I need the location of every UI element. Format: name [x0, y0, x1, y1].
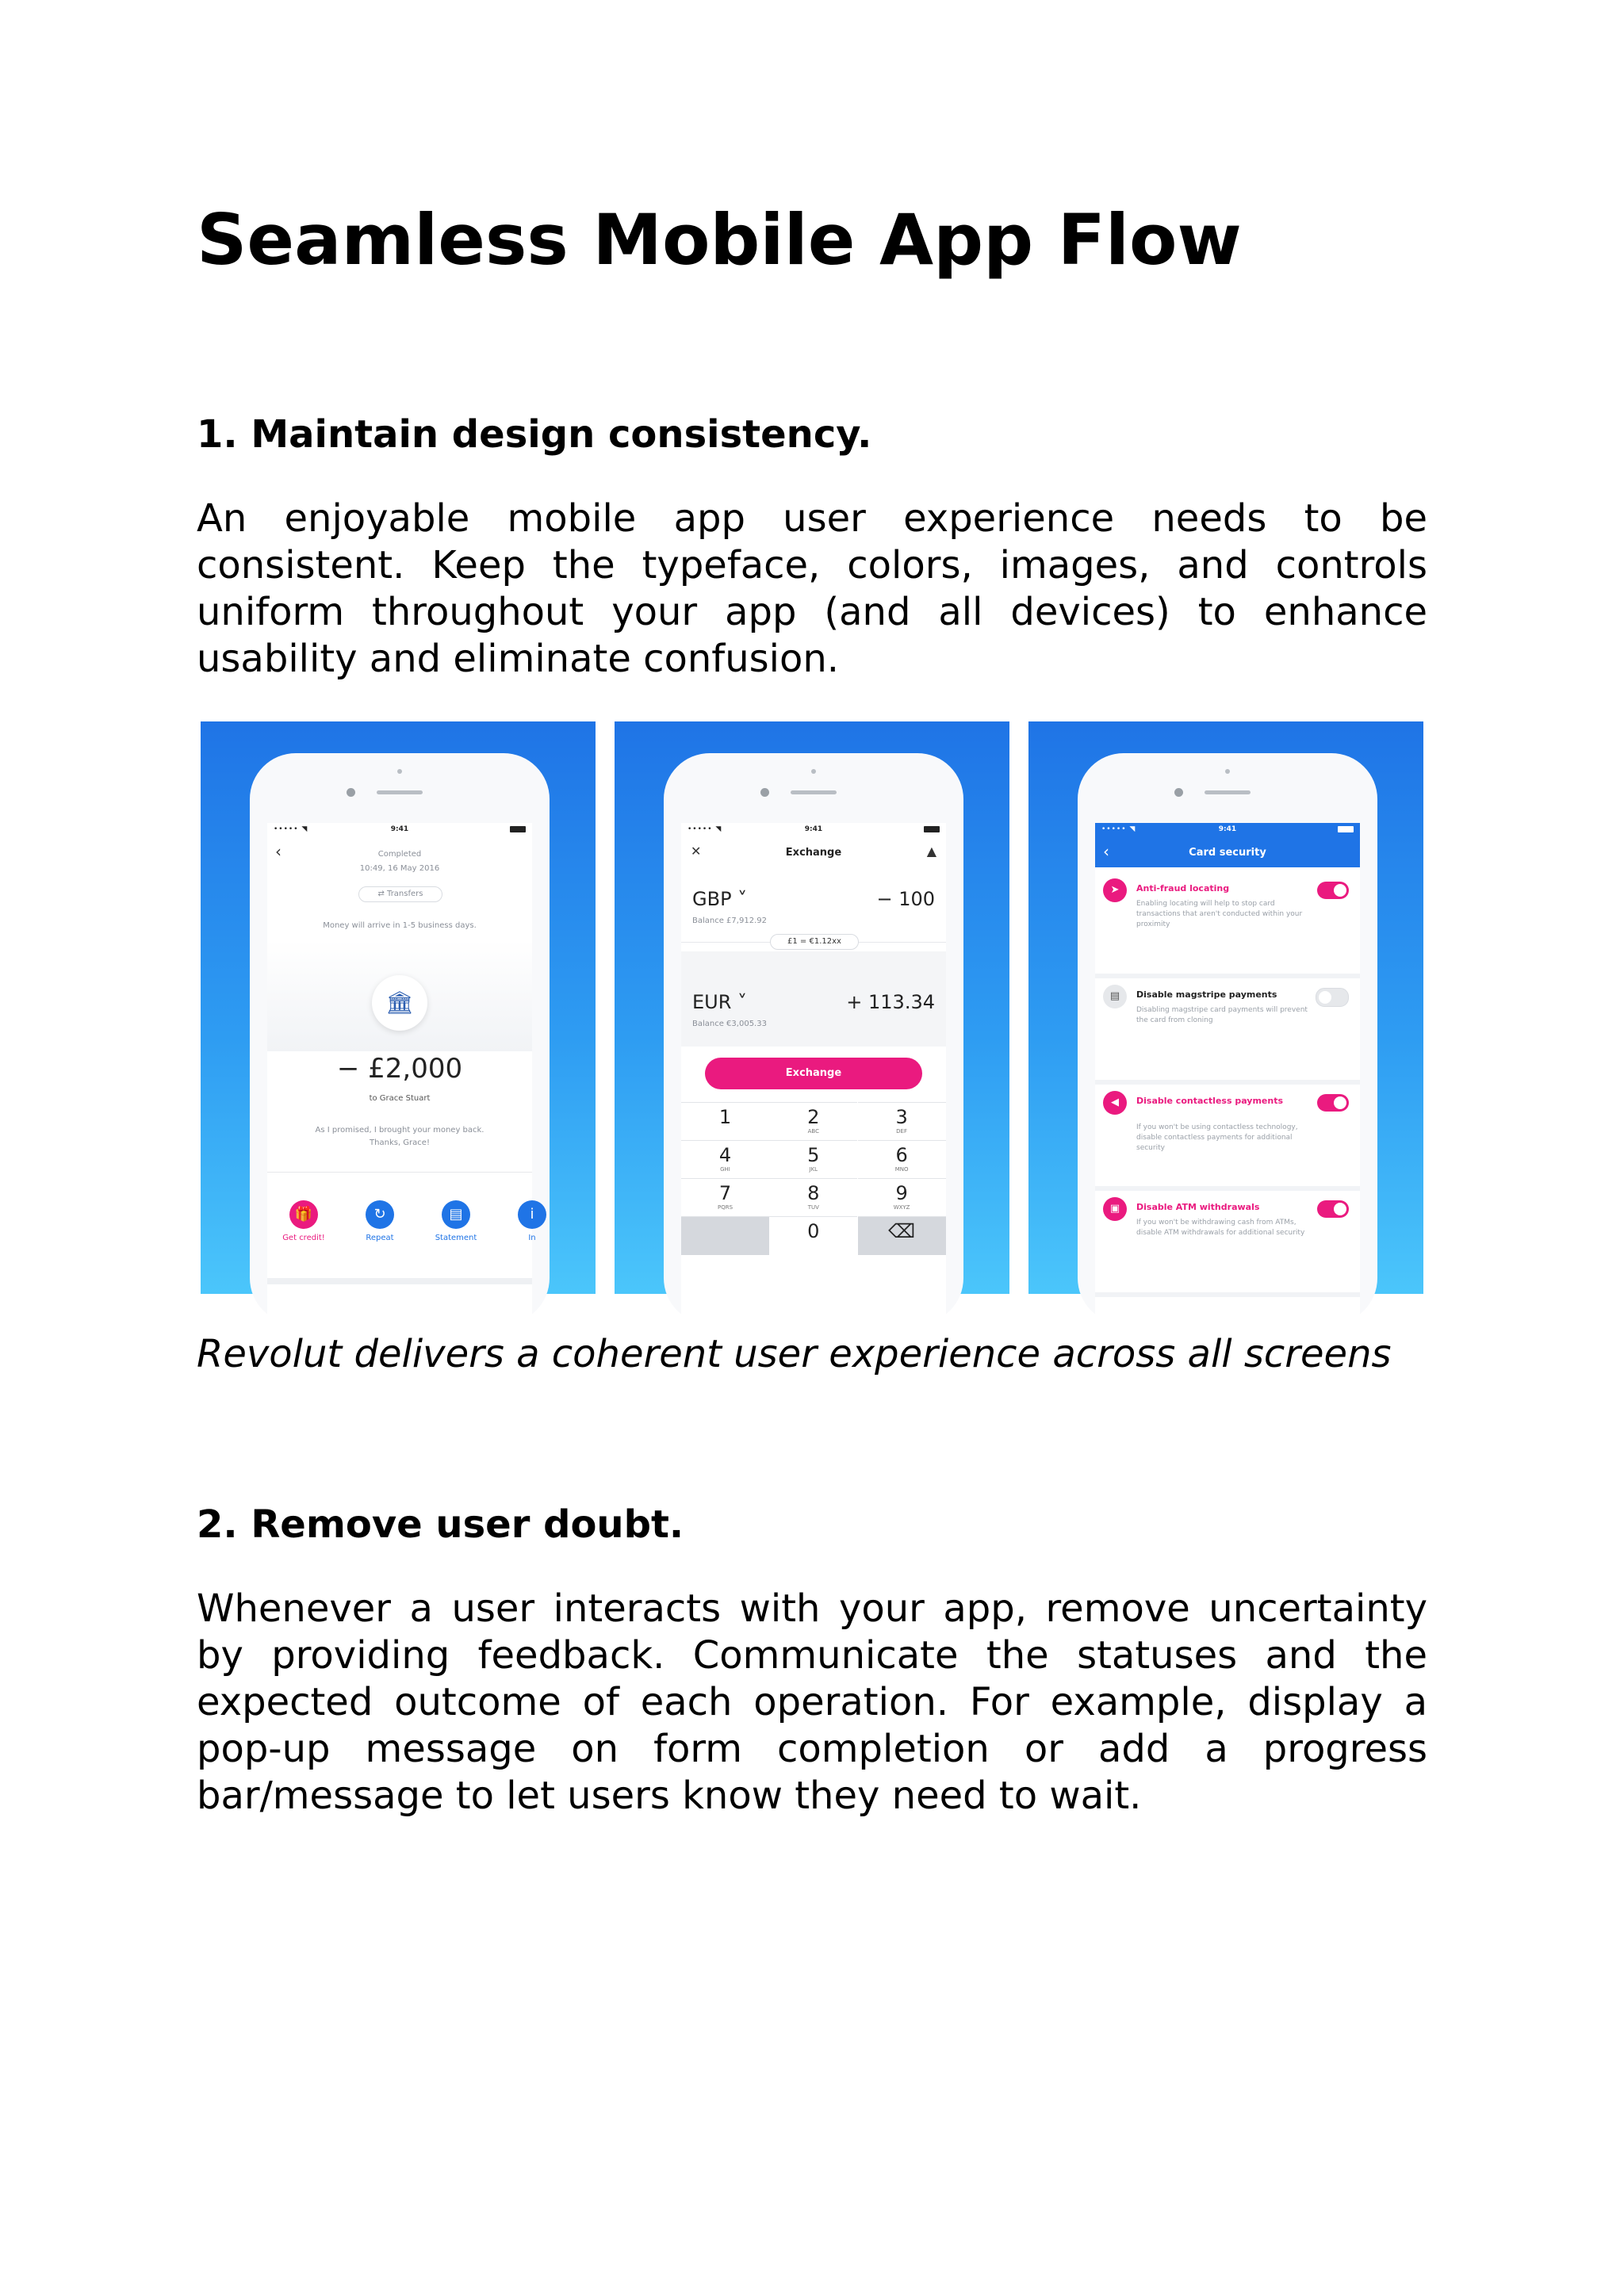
- card-security-screen: [1095, 823, 1360, 1330]
- status-time: 9:41: [1218, 825, 1237, 833]
- key-letters: TUV: [807, 1204, 819, 1211]
- keypad-key[interactable]: [769, 1178, 857, 1217]
- transfer-screen: [267, 823, 536, 1330]
- repeat-icon: ↻: [373, 1206, 386, 1223]
- info-icon: i: [530, 1206, 534, 1223]
- keypad-key[interactable]: [681, 1216, 769, 1255]
- key-number: 8: [807, 1182, 820, 1204]
- exchange-title: Exchange: [785, 847, 842, 859]
- keypad-key[interactable]: [681, 1102, 769, 1141]
- location-icon: ➤: [1103, 878, 1127, 902]
- status-time: 9:41: [390, 825, 409, 833]
- phone-speaker: [377, 790, 423, 794]
- to-currency[interactable]: EUR ˅: [692, 991, 748, 1013]
- divider: [1095, 1186, 1360, 1191]
- from-amount-input[interactable]: − 100: [876, 888, 935, 910]
- toggle-switch[interactable]: [1317, 1200, 1349, 1218]
- exchange-screen: [681, 823, 946, 1330]
- key-number: 5: [807, 1144, 820, 1166]
- status-time: 9:41: [804, 825, 823, 833]
- keypad-key[interactable]: [858, 1178, 946, 1217]
- section-1-body: An enjoyable mobile app user experience needs to be consistent. Keep the typeface, colors, images, and controls uniform throughout your app (and all devices) to enhance usability and eliminate confusion.: [197, 496, 1427, 681]
- exchange-rate: £1 = €1.12xx: [770, 934, 859, 950]
- signal-icon: ••••• ◥: [274, 825, 308, 833]
- close-icon[interactable]: ✕: [691, 844, 702, 859]
- battery-icon: [510, 826, 526, 832]
- page-title: Seamless Mobile App Flow: [197, 199, 1242, 281]
- get-credit-button[interactable]: [289, 1200, 318, 1229]
- image-caption: Revolut delivers a coherent user experience across all screens: [197, 1332, 1392, 1376]
- recipient: to Grace Stuart: [369, 1094, 431, 1103]
- security-item: [1095, 1197, 1360, 1297]
- toggle-switch[interactable]: [1316, 988, 1349, 1007]
- key-number: 6: [895, 1144, 908, 1166]
- phone-frame: [250, 753, 550, 1324]
- key-letters: DEF: [896, 1128, 908, 1135]
- keypad-key[interactable]: [769, 1140, 857, 1179]
- info-label: In: [528, 1234, 536, 1242]
- info-button[interactable]: [518, 1200, 546, 1229]
- keypad-key[interactable]: [769, 1216, 857, 1255]
- keypad-key[interactable]: [858, 1140, 946, 1179]
- exchange-button[interactable]: Exchange: [705, 1058, 922, 1089]
- phone-camera: [1174, 788, 1183, 797]
- security-item-description: If you won't be using contactless technology, disable contactless payments for additional security: [1136, 1123, 1298, 1152]
- phone-speaker: [1205, 790, 1251, 794]
- screenshot-exchange: [615, 721, 1009, 1294]
- keypad-key[interactable]: [681, 1140, 769, 1179]
- chart-icon[interactable]: ▲: [926, 844, 936, 859]
- phone-speaker: [791, 790, 837, 794]
- security-item-description: Disabling magstripe card payments will prevent the card from cloning: [1136, 1006, 1308, 1024]
- keypad-key[interactable]: [769, 1102, 857, 1141]
- security-item-title: Disable ATM withdrawals: [1136, 1202, 1260, 1212]
- security-item-title: Disable magstripe payments: [1136, 989, 1277, 1000]
- status-bar: [681, 823, 946, 836]
- statement-button[interactable]: [442, 1200, 470, 1229]
- key-number: [681, 1217, 769, 1220]
- from-currency[interactable]: GBP ˅: [692, 888, 748, 910]
- from-balance: Balance £7,912.92: [692, 916, 767, 925]
- key-letters: MNO: [894, 1166, 909, 1173]
- keypad-key[interactable]: [858, 1102, 946, 1141]
- key-number: 0: [807, 1220, 820, 1242]
- to-balance: Balance €3,005.33: [692, 1020, 767, 1028]
- contactless-icon: ◀: [1103, 1091, 1127, 1115]
- security-item: [1095, 878, 1360, 978]
- navbar: [1095, 836, 1360, 867]
- statement-label: Statement: [435, 1234, 477, 1242]
- divider: [1095, 974, 1360, 978]
- gift-icon: 🎁: [294, 1206, 313, 1223]
- card-security-title: Card security: [1189, 847, 1266, 859]
- battery-icon: [924, 826, 940, 832]
- phone-camera: [347, 788, 355, 797]
- divider: [1095, 1292, 1360, 1297]
- bottom-bar: [267, 1278, 532, 1284]
- key-number: 3: [895, 1106, 908, 1128]
- screenshot-card-security: [1028, 721, 1423, 1294]
- transfer-date: 10:49, 16 May 2016: [359, 864, 440, 873]
- magstripe-icon: ▤: [1103, 985, 1127, 1008]
- key-letters: JKL: [809, 1166, 818, 1173]
- phone-sensor: [1225, 769, 1230, 774]
- get-credit-label: Get credit!: [282, 1234, 325, 1242]
- back-icon[interactable]: ‹: [1103, 842, 1109, 861]
- battery-icon: [1338, 826, 1354, 832]
- security-item-description: Enabling locating will help to stop card transactions that aren't conducted within your proximity: [1136, 900, 1303, 928]
- key-number: 2: [807, 1106, 820, 1128]
- message-line-2: Thanks, Grace!: [370, 1138, 430, 1147]
- signal-icon: ••••• ◥: [1101, 825, 1136, 833]
- arrival-note: Money will arrive in 1-5 business days.: [323, 921, 477, 930]
- transfer-status: Completed: [377, 850, 422, 859]
- section-2-body: Whenever a user interacts with your app, remove uncertainty by providing feedback. Communicate the statuses and the expected outcome of each operation. For example, display a pop-up message on form completion or add a progress bar/message to let users know they need to wait.: [197, 1586, 1427, 1818]
- phone-sensor: [397, 769, 402, 774]
- signal-icon: ••••• ◥: [688, 825, 722, 833]
- toggle-switch[interactable]: [1317, 882, 1349, 899]
- security-item-title: Anti-fraud locating: [1136, 883, 1230, 894]
- key-number: 9: [895, 1182, 908, 1204]
- statement-icon: ▤: [449, 1206, 463, 1223]
- key-number: 1: [718, 1106, 732, 1128]
- key-number: ⌫: [888, 1220, 916, 1242]
- security-item-description: If you won't be withdrawing cash from ATMs, disable ATM withdrawals for additional security: [1136, 1219, 1305, 1237]
- phone-sensor: [811, 769, 816, 774]
- message-line-1: As I promised, I brought your money back.: [315, 1126, 485, 1135]
- keypad-key[interactable]: [681, 1178, 769, 1217]
- to-amount: + 113.34: [846, 991, 935, 1013]
- section-2-heading: 2. Remove user doubt.: [197, 1502, 684, 1547]
- key-letters: WXYZ: [893, 1204, 910, 1211]
- navbar: [681, 836, 946, 867]
- atm-icon: ▣: [1103, 1197, 1127, 1221]
- security-item: [1095, 985, 1360, 1085]
- divider: [267, 1172, 532, 1173]
- repeat-label: Repeat: [366, 1234, 394, 1242]
- header: [1095, 823, 1360, 867]
- repeat-button[interactable]: [366, 1200, 394, 1229]
- key-letters: PQRS: [717, 1204, 733, 1211]
- phone-camera: [760, 788, 769, 797]
- key-number: 4: [718, 1144, 732, 1166]
- key-letters: GHI: [720, 1166, 730, 1173]
- divider: [1095, 1080, 1360, 1085]
- phone-frame: [1078, 753, 1377, 1324]
- security-item: [1095, 1091, 1360, 1191]
- transfer-amount: − £2,000: [336, 1053, 463, 1085]
- bank-icon: 🏛: [372, 975, 427, 1031]
- screenshot-transfer: [201, 721, 596, 1294]
- toggle-switch[interactable]: [1317, 1094, 1349, 1112]
- key-letters: ABC: [807, 1128, 819, 1135]
- status-bar: [267, 823, 532, 836]
- transfers-tag[interactable]: ⇄ Transfers: [358, 886, 442, 902]
- phone-frame: [664, 753, 963, 1324]
- backspace-key[interactable]: [858, 1216, 946, 1255]
- section-1-heading: 1. Maintain design consistency.: [197, 412, 872, 457]
- status-bar: [1095, 823, 1360, 836]
- back-icon[interactable]: ‹: [275, 842, 282, 861]
- key-number: 7: [718, 1182, 732, 1204]
- security-item-title: Disable contactless payments: [1136, 1096, 1284, 1106]
